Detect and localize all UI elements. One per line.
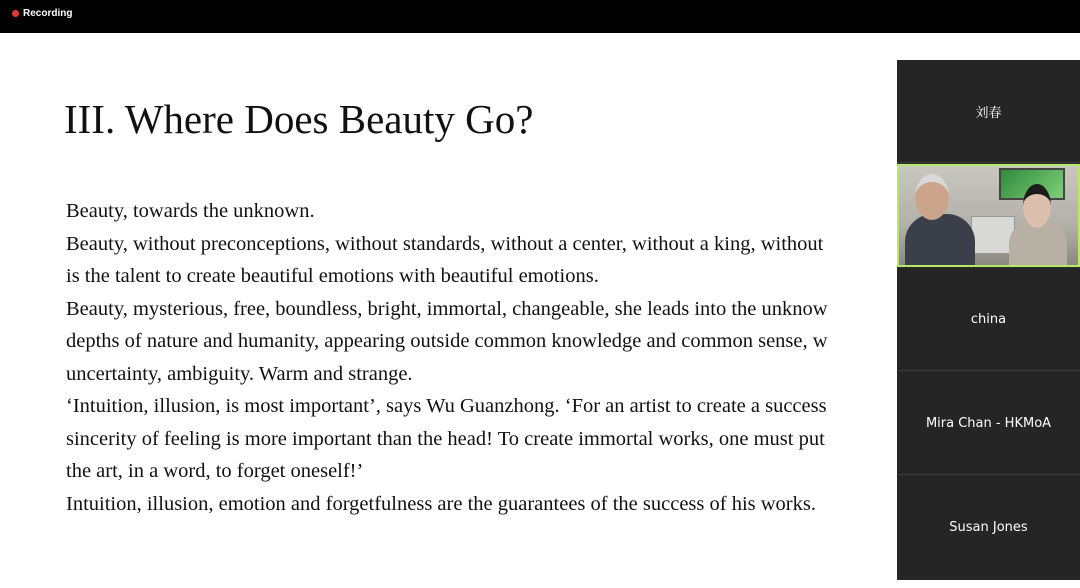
participants-panel (897, 60, 1080, 580)
participant-tile[interactable] (897, 268, 1080, 371)
slide-line: the art, in a word, to forget oneself!’ (66, 460, 364, 482)
participant-name: 刘春 (975, 105, 1002, 121)
participant-name: Mira Chan - HKMoA (925, 415, 1052, 431)
slide-line: depths of nature and humanity, appearing outside common knowledge and common sense, w (66, 330, 828, 352)
participant-name: Susan Jones (949, 520, 1028, 535)
recording-dot-icon (12, 10, 19, 17)
slide-line: Intuition, illusion, emotion and forgetfulness are the guarantees of the success of his works. (66, 492, 816, 515)
person-head (1023, 184, 1051, 228)
slide-line: ‘Intuition, illusion, is most important’, says Wu Guanzhong. ‘For an artist to create a success (66, 395, 827, 417)
recording-label: Recording (23, 8, 73, 19)
participant-video-tile[interactable] (897, 164, 1080, 267)
recording-indicator[interactable] (12, 8, 72, 19)
slide-line: Beauty, without preconceptions, without standards, without a center, without a king, without (66, 232, 824, 255)
person-body (905, 214, 975, 267)
slide-title: III. Where Does Beauty Go? (64, 96, 534, 142)
slide-line: sincerity of feeling is more important than the head! To create immortal works, one must put (66, 427, 825, 450)
video-person-left (903, 170, 973, 267)
participant-tile[interactable] (897, 60, 1080, 163)
slide-line: Beauty, mysterious, free, boundless, bright, immortal, changeable, she leads into the unknow (66, 297, 828, 320)
participant-tile[interactable] (897, 372, 1080, 475)
slide-line: uncertainty, ambiguity. Warm and strange. (66, 362, 413, 385)
video-person-right (1003, 184, 1073, 267)
slide-line: Beauty, towards the unknown. (66, 200, 315, 222)
participant-tile[interactable] (897, 476, 1080, 579)
meeting-top-bar (0, 0, 1080, 33)
slide-line: is the talent to create beautiful emotions with beautiful emotions. (66, 265, 599, 287)
participant-name: china (970, 311, 1007, 327)
person-head (915, 174, 949, 220)
